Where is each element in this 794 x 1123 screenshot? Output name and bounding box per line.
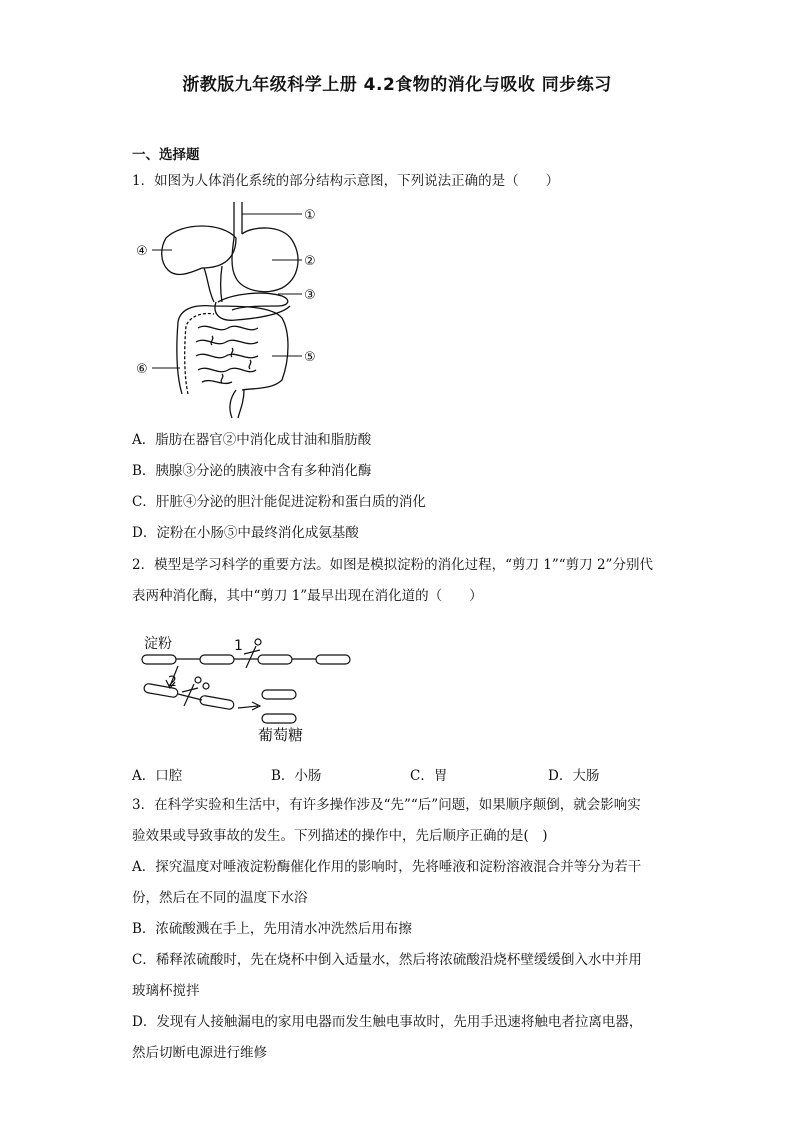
q3-stem-line2: 验效果或导致事故的发生。下列描述的操作中，先后顺序正确的是( ) <box>132 828 548 844</box>
scissor-1-label: 1 <box>234 638 243 654</box>
starch-unit <box>316 655 350 664</box>
starch-digestion-model <box>140 628 360 748</box>
liver <box>162 226 236 274</box>
scissor-2-label: 2 <box>168 674 177 690</box>
q1-option-d: D．淀粉在小肠⑤中最终消化成氨基酸 <box>132 525 359 541</box>
q2-option-d: D．大肠 <box>548 768 600 784</box>
q3-option-b: B．浓硫酸溅在手上，先用清水冲洗然后用布擦 <box>132 921 412 937</box>
label-6: ⑥ <box>136 362 148 377</box>
q2-stem-line1: 2．模型是学习科学的重要方法。如图是模拟淀粉的消化过程，“剪刀 1”“剪刀 2”分别代 <box>132 557 653 573</box>
small-intestine <box>196 326 258 383</box>
q2-stem-line2: 表两种消化酶，其中“剪刀 1”最早出现在消化道的（ ） <box>132 588 483 604</box>
q1-option-a: A．脂肪在器官②中消化成甘油和脂肪酸 <box>132 432 372 448</box>
q3-stem-line1: 3．在科学实验和生活中，有许多操作涉及“先”“后”问题，如果顺序颠倒，就会影响实 <box>132 797 641 813</box>
esophagus <box>234 202 242 238</box>
starch-unit <box>142 655 176 664</box>
page-title: 浙教版九年级科学上册 4.2食物的消化与吸收 同步练习 <box>182 75 612 95</box>
q2-options <box>132 764 692 782</box>
label-5: ⑤ <box>304 350 316 365</box>
label-1: ① <box>304 208 316 223</box>
starch-unit <box>258 655 292 664</box>
maltose-unit <box>199 695 234 710</box>
q1-option-c: C．肝脏④分泌的胆汁能促进淀粉和蛋白质的消化 <box>132 494 426 510</box>
label-2: ② <box>304 254 316 269</box>
q3-option-c-line2: 玻璃杯搅拌 <box>132 983 200 999</box>
q3-option-c-line1: C．稀释浓硫酸时，先在烧杯中倒入适量水，然后将浓硫酸沿烧杯壁缓缓倒入水中并用 <box>132 952 642 968</box>
scissor-1-icon <box>244 639 261 668</box>
label-3: ③ <box>304 288 316 303</box>
q3-option-a-line1: A．探究温度对唾液淀粉酶催化作用的影响时，先将唾液和淀粉溶液混合并等分为若干 <box>132 859 642 875</box>
q2-option-c: C．胃 <box>410 768 448 784</box>
q2-option-b: B．小肠 <box>271 768 322 784</box>
section-heading: 一、选择题 <box>132 147 200 163</box>
q2-option-a: A．口腔 <box>132 768 183 784</box>
q3-option-d-line1: D．发现有人接触漏电的家用电器而发生触电事故时，先用手迅速将触电者拉离电器， <box>132 1014 643 1030</box>
q1-stem: 1．如图为人体消化系统的部分结构示意图，下列说法正确的是（ ） <box>132 173 560 189</box>
right-arrow-icon <box>238 706 258 708</box>
label-4: ④ <box>136 244 148 259</box>
q3-option-a-line2: 份，然后在不同的温度下水浴 <box>132 890 308 906</box>
glucose-label: 葡萄糖 <box>258 726 304 744</box>
q3-option-d-line2: 然后切断电源进行维修 <box>132 1045 267 1061</box>
starch-label: 淀粉 <box>144 636 172 652</box>
glucose-unit <box>262 714 296 723</box>
starch-unit <box>200 655 234 664</box>
q1-option-b: B．胰腺③分泌的胰液中含有多种消化酶 <box>132 463 372 479</box>
glucose-unit <box>262 690 296 699</box>
digestive-system-figure <box>132 198 332 423</box>
